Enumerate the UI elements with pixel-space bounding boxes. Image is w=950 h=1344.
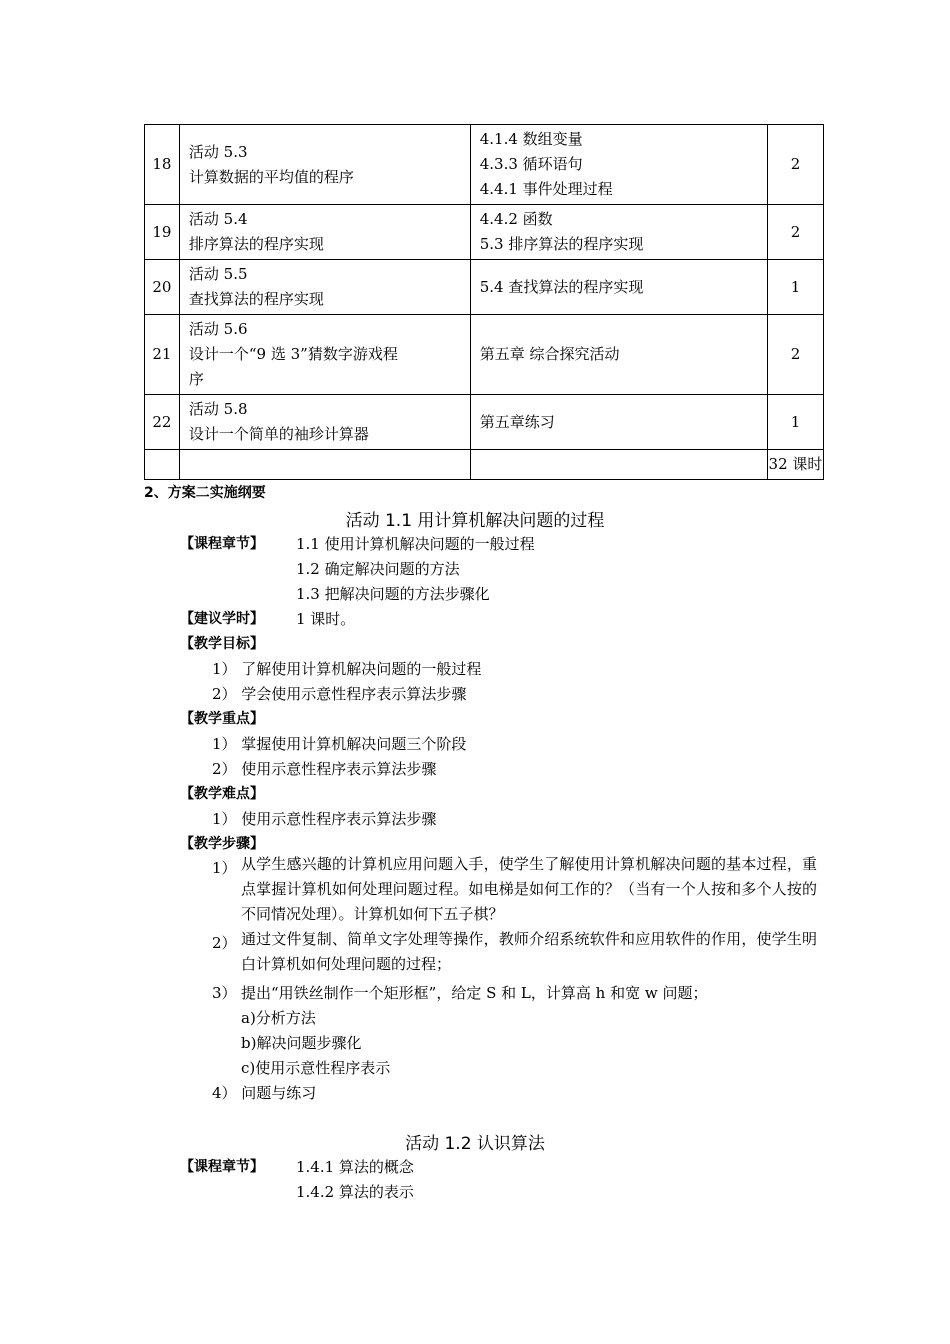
hours-cell: 1 [767, 260, 823, 315]
activity-line: 活动 5.4 [188, 210, 248, 228]
section-cell [470, 125, 767, 205]
total-row [145, 450, 824, 480]
hours-cell: 2 [767, 315, 823, 395]
section-line: 5.3 排序算法的程序实现 [479, 235, 644, 253]
activity-cell [179, 315, 470, 395]
goal-item: 1） 了解使用计算机解决问题的一般过程 [212, 660, 482, 678]
chapters-label: 【课程章节】 [180, 536, 264, 552]
row-number: 21 [145, 315, 180, 395]
row-number: 18 [145, 125, 180, 205]
activity-line: 设计一个“9 选 3”猜数字游戏程 [188, 345, 398, 363]
steps-label: 【教学步骤】 [180, 836, 264, 852]
activity-line: 查找算法的程序实现 [188, 290, 324, 308]
step-item: 4） 问题与练习 [212, 1084, 317, 1102]
section-line: 第五章 综合探究活动 [479, 345, 620, 363]
schedule-table [144, 124, 824, 480]
activity-line: 活动 5.5 [188, 265, 248, 283]
section-cell [470, 205, 767, 260]
empty-cell [470, 450, 767, 480]
hours-cell: 2 [767, 125, 823, 205]
empty-cell [179, 450, 470, 480]
key-point-item: 1） 掌握使用计算机解决问题三个阶段 [212, 735, 467, 753]
hours-value: 1 课时。 [296, 610, 356, 628]
step-number: 1） [212, 859, 237, 877]
activity-cell [179, 260, 470, 315]
goals-label: 【教学目标】 [180, 636, 264, 652]
table-row [145, 260, 824, 315]
chapter-item: 1.4.1 算法的概念 [296, 1158, 414, 1176]
table-row [145, 125, 824, 205]
step-text: 从学生感兴趣的计算机应用问题入手，使学生了解使用计算机解决问题的基本过程，重点掌握计算机如何处理问题过程。如电梯是如何工作的？（当有一个人按和多个人按的不同情况处理）。计算机如何下五子棋？ [241, 855, 817, 923]
activity-1-title: 活动 1.1 用计算机解决问题的过程 [345, 511, 605, 531]
step-text: 提出“用铁丝制作一个矩形框”，给定 S 和 L，计算高 h 和宽 w 问题； [241, 984, 708, 1002]
section-line: 4.4.2 函数 [479, 210, 553, 228]
activity-line: 序 [188, 370, 204, 388]
chapter-item: 1.3 把解决问题的方法步骤化 [296, 585, 490, 603]
activity-cell [179, 125, 470, 205]
activity-line: 活动 5.8 [188, 400, 248, 418]
key-points-label: 【教学重点】 [180, 711, 264, 727]
activity-2-title: 活动 1.2 认识算法 [405, 1134, 545, 1154]
substep-item: a)分析方法 [241, 1009, 316, 1027]
activity-cell [179, 205, 470, 260]
section-line: 第五章练习 [479, 412, 555, 431]
hours-label: 【建议学时】 [180, 611, 264, 627]
substep-item: b)解决问题步骤化 [241, 1034, 362, 1052]
section-cell [470, 395, 767, 450]
section-cell [470, 260, 767, 315]
row-number: 19 [145, 205, 180, 260]
total-hours: 32 课时 [767, 450, 823, 480]
step-text: 通过文件复制、简单文字处理等操作，教师介绍系统软件和应用软件的作用，使学生明白计算机如何处理问题的过程； [241, 930, 817, 973]
section-heading: 2、方案二实施纲要 [144, 485, 266, 501]
goal-item: 2） 学会使用示意性程序表示算法步骤 [212, 685, 467, 703]
section-cell [470, 315, 767, 395]
difficulties-label: 【教学难点】 [180, 786, 264, 802]
step-number: 3） [212, 984, 237, 1002]
row-number: 20 [145, 260, 180, 315]
key-point-item: 2） 使用示意性程序表示算法步骤 [212, 760, 437, 778]
chapter-item: 1.2 确定解决问题的方法 [296, 560, 460, 578]
activity-line: 排序算法的程序实现 [188, 235, 324, 253]
chapter-item: 1.4.2 算法的表示 [296, 1183, 414, 1201]
activity-line: 计算数据的平均值的程序 [188, 167, 354, 186]
chapter-item: 1.1 使用计算机解决问题的一般过程 [296, 535, 535, 553]
section-line: 4.4.1 事件处理过程 [479, 180, 613, 198]
row-number: 22 [145, 395, 180, 450]
table-row [145, 395, 824, 450]
step-number: 2） [212, 934, 237, 952]
empty-cell [145, 450, 180, 480]
section-line: 4.3.3 循环语句 [479, 155, 583, 173]
hours-cell: 1 [767, 395, 823, 450]
activity-line: 设计一个简单的袖珍计算器 [188, 425, 369, 443]
section-line: 5.4 查找算法的程序实现 [479, 277, 644, 296]
table-row [145, 315, 824, 395]
substep-item: c)使用示意性程序表示 [241, 1059, 391, 1077]
difficulty-item: 1） 使用示意性程序表示算法步骤 [212, 810, 437, 828]
activity-line: 活动 5.3 [188, 142, 248, 161]
section-line: 4.1.4 数组变量 [479, 130, 583, 148]
activity-cell [179, 395, 470, 450]
hours-cell: 2 [767, 205, 823, 260]
table-row [145, 205, 824, 260]
activity-line: 活动 5.6 [188, 320, 248, 338]
chapters-label: 【课程章节】 [180, 1159, 264, 1175]
